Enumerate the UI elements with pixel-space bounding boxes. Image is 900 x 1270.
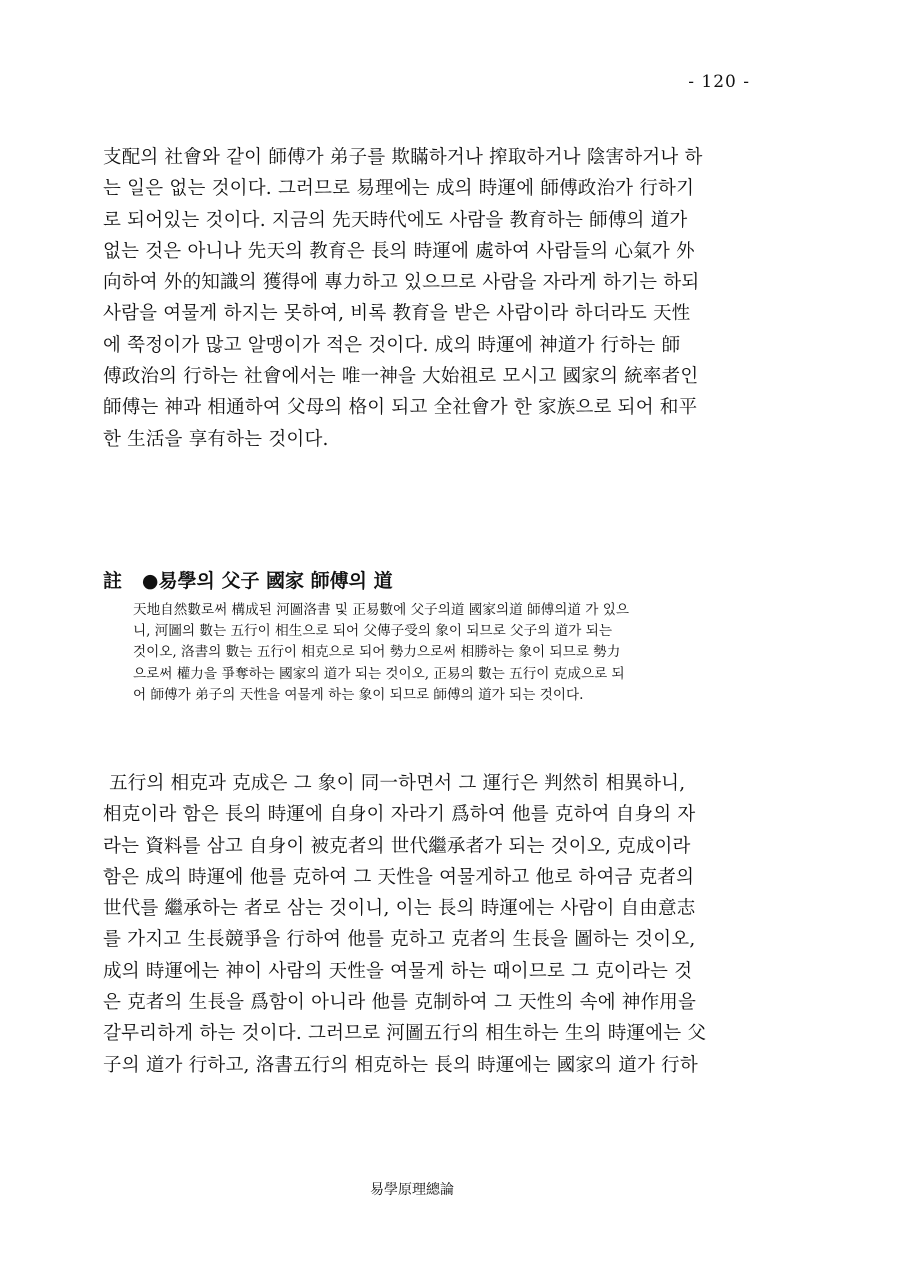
page-number: - 120 - [688,72,750,92]
text-line: 사람을 여물게 하지는 못하여, 비록 教育을 받은 사람이라 하더라도 天性 [103,303,691,325]
text-line: 相克이라 함은 長의 時運에 自身이 자라기 爲하여 他를 克하여 自身의 자 [103,804,696,826]
text-line: 支配의 社會와 같이 師傅가 弟子를 欺瞞하거나 搾取하거나 陰害하거나 하 [103,147,703,168]
text-line: 師傅는 神과 相通하여 父母의 格이 되고 全社會가 한 家族으로 되어 和平 [103,397,698,419]
text-line: 은 克者의 生長을 爲함이 아니라 他를 克制하여 그 天性의 속에 神作用을 [103,992,697,1014]
text-line: 갈무리하게 하는 것이다. 그러므로 河圖五行의 相生하는 生의 時運에는 父 [103,1023,707,1045]
text-line: 로 되어있는 것이다. 지금의 先天時代에도 사람을 教育하는 師傅의 道가 [103,209,688,231]
text-line: 한 生活을 享有하는 것이다. [103,428,329,450]
text-line: 成의 時運에는 神이 사람의 天性을 여물게 하는 때이므로 그 克이라는 것 [103,960,693,982]
note-line: 어 師傅가 弟子의 天性을 여물게 하는 象이 되므로 師傅의 道가 되는 것이다. [133,686,584,703]
note-line: 것이오, 洛書의 數는 五行이 相克으로 되어 勢力으로써 相勝하는 象이 되므로 勢力 [133,644,621,661]
body-paragraph-2 [103,768,753,1081]
text-line: 子의 道가 行하고, 洛書五行의 相克하는 長의 時運에는 國家의 道가 行하 [103,1054,698,1076]
text-line: 五行의 相克과 克成은 그 象이 同一하면서 그 運行은 判然히 相異하니, [103,773,686,794]
note-line: 으로써 權力을 爭奪하는 國家의 道가 되는 것이오, 正易의 數는 五行이 克成으로 되 [133,665,625,682]
bullet-icon: ● [141,570,159,592]
text-line: 없는 것은 아니나 先天의 教育은 長의 時運에 處하여 사람들의 心氣가 外 [103,240,695,262]
text-line: 함은 成의 時運에 他를 克하여 그 天性을 여물게하고 他로 하여금 克者의 [103,866,695,888]
note-heading [103,566,393,593]
body-paragraph-1 [103,142,753,455]
note-title: 易學의 父子 國家 師傅의 道 [158,570,393,592]
note-line: 天地自然數로써 構成된 河圖洛書 및 正易數에 父子의道 國家의道 師傅의道 가 있으 [133,602,629,618]
text-line: 를 가지고 生長競爭을 行하여 他를 克하고 克者의 生長을 圖하는 것이오, [103,929,696,951]
text-line: 傅政治의 行하는 社會에서는 唯一神을 大始祖로 모시고 國家의 統率者인 [103,366,699,388]
footer-book-title: 易學原理總論 [370,1182,454,1198]
text-line: 는 일은 없는 것이다. 그러므로 易理에는 成의 時運에 師傅政治가 行하기 [103,178,695,200]
note-line: 니, 河圖의 數는 五行이 相生으로 되어 父傳子受의 象이 되므로 父子의 道가 되는 [133,623,612,640]
text-line: 向하여 外的知識의 獲得에 專力하고 있으므로 사람을 자라게 하기는 하되 [103,272,700,294]
note-body [133,600,753,706]
note-label: 註 [103,570,123,592]
text-line: 에 쭉정이가 많고 알맹이가 적은 것이다. 成의 時運에 神道가 行하는 師 [103,334,681,356]
text-line: 世代를 繼承하는 者로 삼는 것이니, 이는 長의 時運에는 사람이 自由意志 [103,898,696,920]
text-line: 라는 資料를 삼고 自身이 被克者의 世代繼承者가 되는 것이오, 克成이라 [103,835,691,857]
